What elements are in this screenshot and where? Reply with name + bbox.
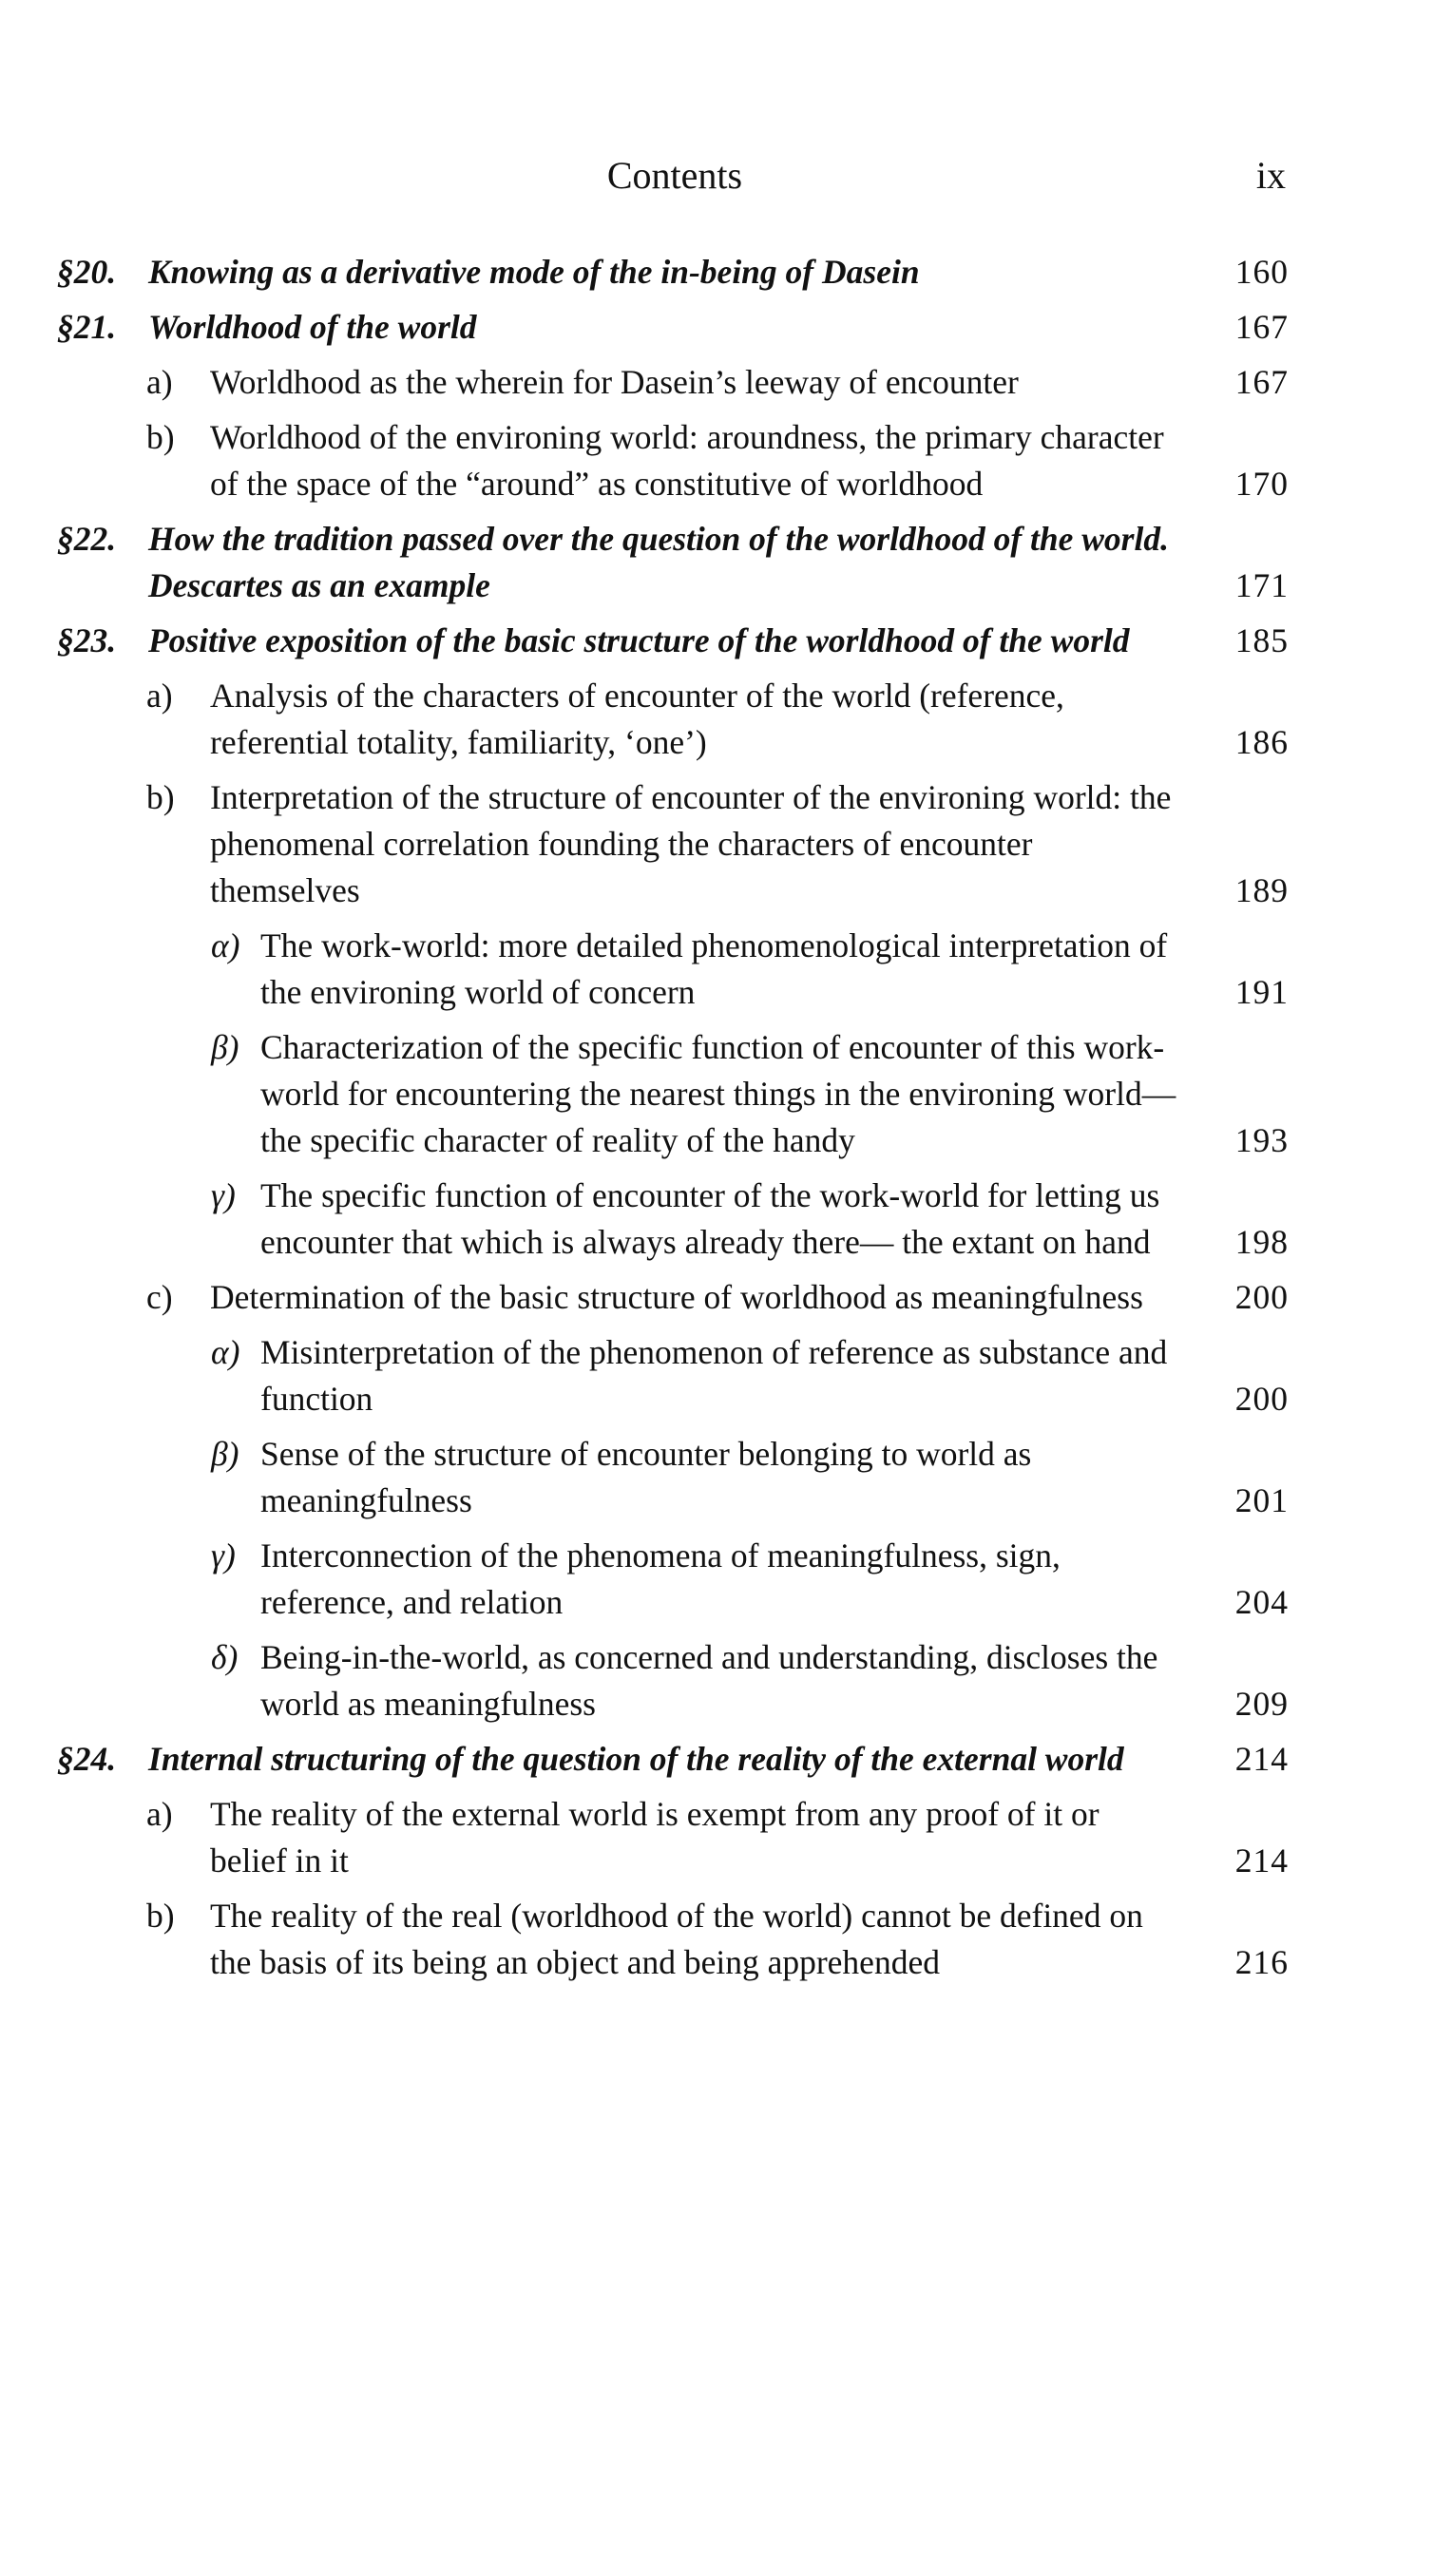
toc-entry xyxy=(57,774,1289,914)
entry-label: b) xyxy=(146,1897,175,1935)
entry-title: Worldhood of the environing world: aroundness, the primary character of the space of the “around” as constitutive of worldhood xyxy=(210,418,1164,503)
entry-page: 186 xyxy=(1234,723,1289,761)
toc-entry xyxy=(57,618,1289,664)
entry-title: The specific function of encounter of the work-world for letting us encounter that which is always already there— the extant on hand xyxy=(260,1176,1160,1261)
toc-entry xyxy=(57,1329,1289,1422)
entry-label: b) xyxy=(146,418,175,456)
entry-label: c) xyxy=(146,1278,173,1316)
toc-entry xyxy=(57,1893,1289,1986)
entry-page: 193 xyxy=(1234,1121,1289,1159)
entry-label: a) xyxy=(146,1795,173,1833)
entry-title: Worldhood of the world xyxy=(148,308,477,346)
entry-label: α) xyxy=(211,1333,240,1371)
entry-page: 167 xyxy=(1234,363,1289,401)
entry-page: 201 xyxy=(1234,1481,1289,1519)
entry-page: 170 xyxy=(1234,465,1289,503)
entry-title: The reality of the external world is exempt from any proof of it or belief in it xyxy=(210,1795,1099,1880)
toc-entry xyxy=(57,516,1289,609)
entry-page: 160 xyxy=(1234,253,1289,291)
entry-label: α) xyxy=(211,926,240,964)
running-head xyxy=(0,152,1434,200)
toc-entry xyxy=(57,1024,1289,1164)
entry-page: 171 xyxy=(1234,566,1289,604)
entry-title: Positive exposition of the basic structure of the worldhood of the world xyxy=(148,621,1130,659)
entry-title: The reality of the real (worldhood of the world) cannot be defined on the basis of its being an object and being apprehended xyxy=(210,1897,1143,1981)
toc-entry xyxy=(57,1634,1289,1727)
entry-label: §22. xyxy=(57,520,117,558)
entry-label: §21. xyxy=(57,308,117,346)
entry-title: Knowing as a derivative mode of the in-being of Dasein xyxy=(148,253,920,291)
entry-page: 200 xyxy=(1234,1380,1289,1418)
entry-title: Being-in-the-world, as concerned and understanding, discloses the world as meaningfulness xyxy=(260,1638,1158,1723)
entry-title: Interpretation of the structure of encounter of the environing world: the phenomenal correlation founding the characters of encounter themselves xyxy=(210,778,1172,909)
entry-label: §24. xyxy=(57,1740,117,1778)
entry-page: 200 xyxy=(1234,1278,1289,1316)
toc-entry xyxy=(57,923,1289,1016)
running-title: Contents xyxy=(606,154,743,197)
entry-title: Determination of the basic structure of worldhood as meaningfulness xyxy=(210,1278,1143,1316)
entry-label: §20. xyxy=(57,253,117,291)
entry-label: β) xyxy=(211,1028,239,1066)
entry-title: Internal structuring of the question of the reality of the external world xyxy=(148,1740,1124,1778)
entry-title: Characterization of the specific function of encounter of this work-world for encountering the nearest things in the environing world— the specific character of reality of the handy xyxy=(260,1028,1176,1159)
folio-page-number: ix xyxy=(1255,154,1286,197)
entry-page: 191 xyxy=(1234,973,1289,1011)
entry-page: 214 xyxy=(1234,1740,1289,1778)
entry-page: 198 xyxy=(1234,1223,1289,1261)
entry-label: §23. xyxy=(57,621,117,659)
entry-title: The work-world: more detailed phenomenological interpretation of the environing world of concern xyxy=(260,926,1168,1011)
toc-entry xyxy=(57,1173,1289,1266)
toc-entry xyxy=(57,304,1289,351)
toc-entry xyxy=(57,1533,1289,1626)
entry-page: 185 xyxy=(1234,621,1289,659)
entry-page: 216 xyxy=(1234,1943,1289,1981)
toc-entry xyxy=(57,1736,1289,1783)
entry-label: γ) xyxy=(211,1176,236,1214)
entry-title: Sense of the structure of encounter belonging to world as meaningfulness xyxy=(260,1435,1032,1519)
entry-title: Interconnection of the phenomena of meaningfulness, sign, reference, and relation xyxy=(260,1536,1061,1621)
entry-label: a) xyxy=(146,677,173,715)
entry-page: 214 xyxy=(1234,1841,1289,1880)
entry-page: 209 xyxy=(1234,1685,1289,1723)
entry-label: δ) xyxy=(211,1638,239,1676)
toc-entry xyxy=(57,1791,1289,1884)
entry-title: Misinterpretation of the phenomenon of reference as substance and function xyxy=(260,1333,1168,1418)
toc-entry xyxy=(57,673,1289,766)
toc-entry xyxy=(57,249,1289,296)
entry-page: 189 xyxy=(1234,871,1289,909)
toc-entry xyxy=(57,359,1289,406)
table-of-contents xyxy=(57,249,1289,1994)
toc-entry xyxy=(57,1274,1289,1321)
entry-title: How the tradition passed over the question of the worldhood of the world. Descartes as an example xyxy=(148,520,1169,604)
entry-label: b) xyxy=(146,778,175,816)
entry-title: Analysis of the characters of encounter of the world (reference, referential totality, familiarity, ‘one’) xyxy=(210,677,1064,761)
entry-page: 167 xyxy=(1234,308,1289,346)
entry-title: Worldhood as the wherein for Dasein’s leeway of encounter xyxy=(210,363,1019,401)
toc-entry xyxy=(57,414,1289,507)
entry-label: β) xyxy=(211,1435,239,1473)
entry-page: 204 xyxy=(1234,1583,1289,1621)
toc-entry xyxy=(57,1431,1289,1524)
entry-label: a) xyxy=(146,363,173,401)
entry-label: γ) xyxy=(211,1536,236,1574)
